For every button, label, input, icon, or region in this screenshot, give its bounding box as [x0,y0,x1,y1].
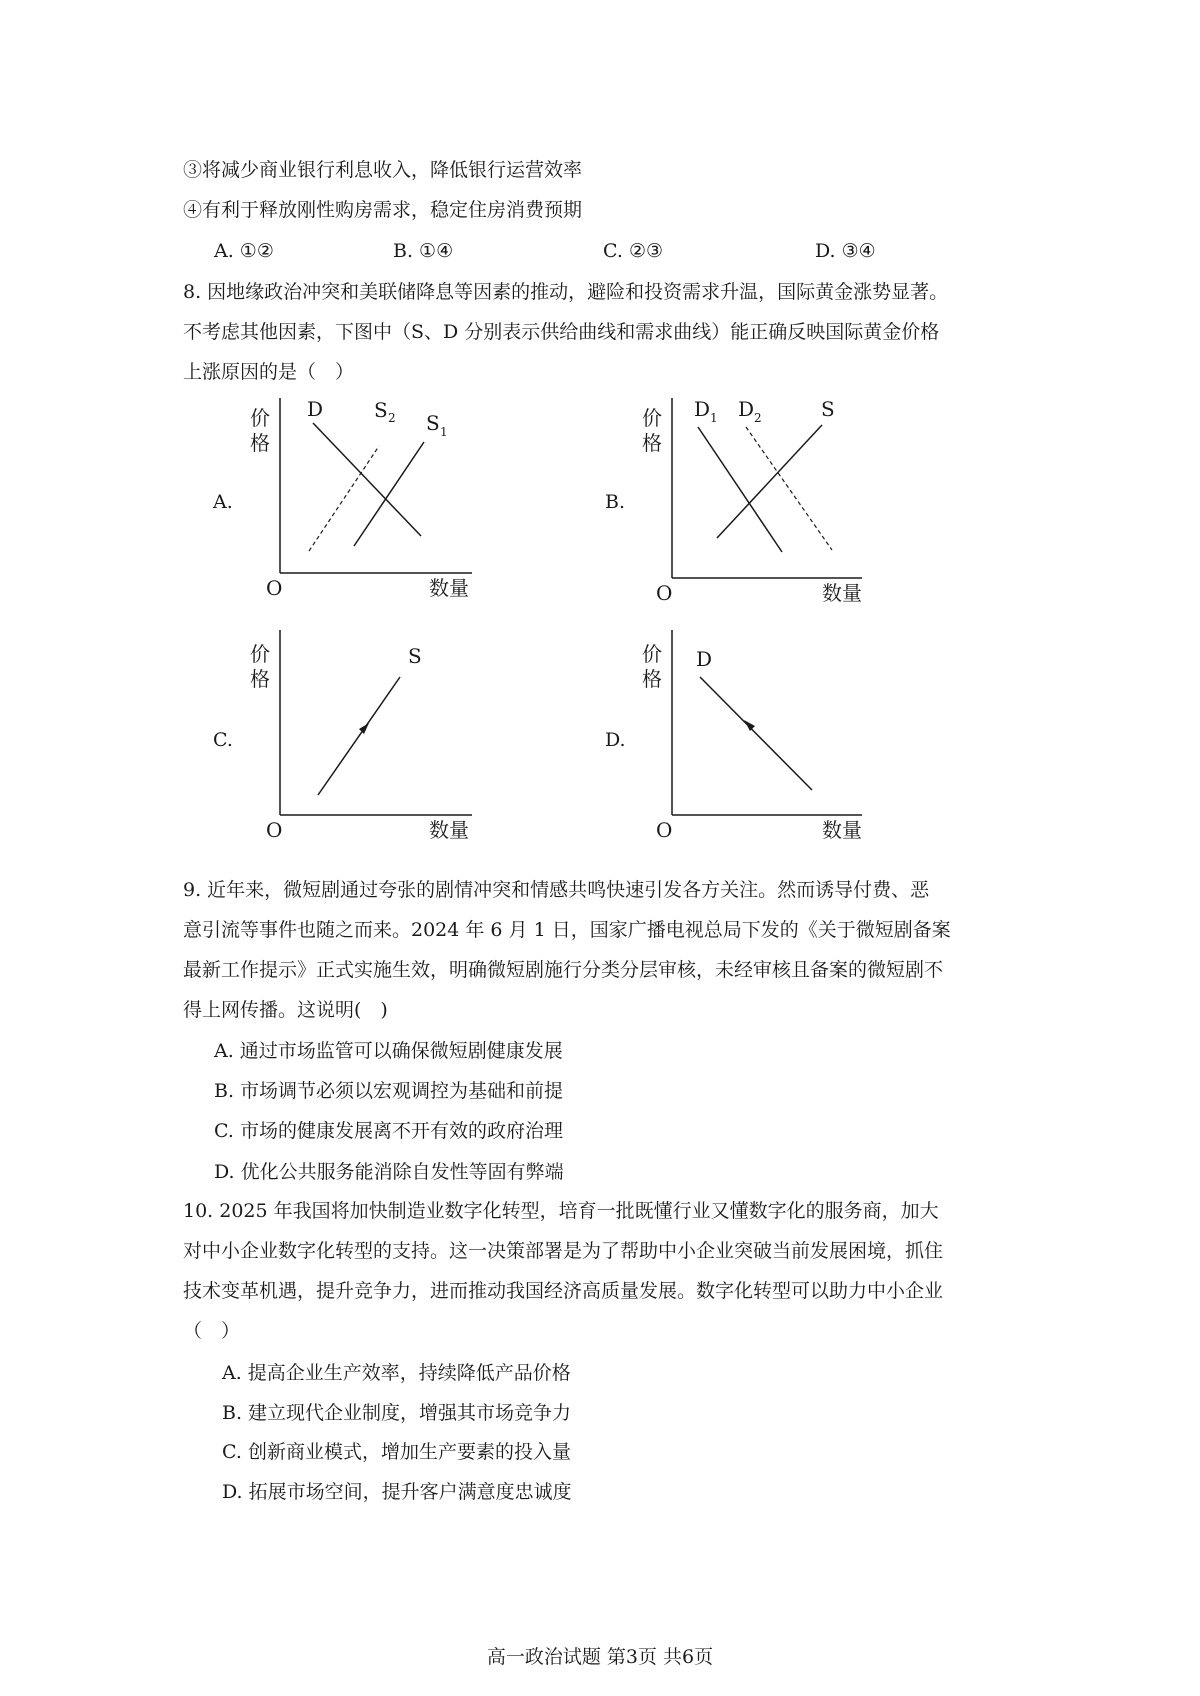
graph-a-demand-curve [313,423,421,536]
q7-option-d: D. ③④ [815,240,876,262]
q8-stem-line-3: 上涨原因的是（ ） [183,361,355,383]
q9-option-a: A. 通过市场监管可以确保微短剧健康发展 [214,1040,563,1062]
graph-b-origin: O [656,581,673,605]
q10-stem-line-2: 对中小企业数字化转型的支持。这一决策部署是为了帮助中小企业突破当前发展困境，抓住 [183,1240,944,1262]
q9-option-d: D. 优化公共服务能消除自发性等固有弊端 [214,1161,564,1183]
graph-d-d-label: D [696,647,713,671]
q8-graph-d [632,625,892,855]
graph-c-price-label-1: 价 [250,642,270,666]
q8-graph-b-option: B. [605,491,626,513]
graph-b-d2-label: D [738,397,755,421]
graph-b-supply-curve [717,425,822,538]
graph-c-supply-curve [318,677,400,795]
q9-stem-line-2: 意引流等事件也随之而来。2024 年 6 月 1 日，国家广播电视总局下发的《关于微短剧备案 [183,919,951,941]
q8-graph-a-option: A. [213,491,233,513]
q9-stem-line-3: 最新工作提示》正式实施生效，明确微短剧施行分类分层审核，未经审核且备案的微短剧不 [183,959,944,981]
q10-option-c: C. 创新商业模式，增加生产要素的投入量 [222,1441,571,1463]
q9-option-c: C. 市场的健康发展离不开有效的政府治理 [214,1120,563,1142]
graph-d-arrow-up-icon [744,720,755,731]
q8-graph-c-option: C. [213,729,233,751]
statement-3: ③将减少商业银行利息收入，降低银行运营效率 [183,159,583,181]
graph-c-origin: O [266,818,283,842]
graph-a-s1-subscript: 1 [440,425,448,439]
graph-d-price-label-2: 格 [642,667,662,691]
q7-option-b: B. ①④ [393,240,454,262]
graph-b-d1-subscript: 1 [710,411,718,425]
graph-a-s2-subscript: 2 [388,411,396,425]
graph-d-quantity-label: 数量 [822,818,862,842]
q10-option-d: D. 拓展市场空间，提升客户满意度忠诚度 [222,1481,572,1503]
q9-stem-line-4: 得上网传播。这说明( ) [183,999,388,1021]
graph-c-price-label-2: 格 [250,667,270,691]
graph-d-origin: O [656,818,673,842]
q8-graph-b [632,390,892,620]
q10-stem-line-4: （ ） [183,1320,241,1342]
graph-b-demand-d2-curve [746,427,832,550]
graph-d-demand-curve [700,677,812,790]
statement-4: ④有利于释放刚性购房需求，稳定住房消费预期 [183,199,583,221]
q9-stem-line-1: 9. 近年来，微短剧通过夸张的剧情冲突和情感共鸣快速引发各方关注。然而诱导付费、恶 [183,879,930,901]
graph-a-s2-label: S [374,398,388,422]
q8-stem-line-1: 8. 因地缘政治冲突和美联储降息等因素的推动，避险和投资需求升温，国际黄金涨势显著。 [183,281,949,303]
graph-b-s-label: S [821,397,835,421]
q10-stem-line-1: 10. 2025 年我国将加快制造业数字化转型，培育一批既懂行业又懂数字化的服务商，加大 [183,1200,939,1222]
graph-c-s-label: S [408,644,422,668]
graph-a-price-label-2: 格 [250,431,270,455]
q8-graph-c [240,625,500,855]
graph-b-d1-label: D [694,397,711,421]
graph-a-supply-s2-curve [309,446,379,551]
q10-option-a: A. 提高企业生产效率，持续降低产品价格 [222,1362,571,1384]
graph-a-s1-label: S [426,411,440,435]
q7-option-a: A. ①② [214,240,274,262]
graph-b-price-label-2: 格 [642,431,662,455]
graph-d-price-label-1: 价 [642,642,662,666]
graph-b-d2-subscript: 2 [754,411,762,425]
graph-b-price-label-1: 价 [642,406,662,430]
q8-graph-d-option: D. [605,729,626,751]
graph-b-quantity-label: 数量 [822,581,862,605]
q10-option-b: B. 建立现代企业制度，增强其市场竞争力 [222,1402,572,1424]
graph-a-quantity-label: 数量 [429,576,469,600]
graph-a-d-label: D [307,397,324,421]
q8-stem-line-2: 不考虑其他因素，下图中（S、D 分别表示供给曲线和需求曲线）能正确反映国际黄金价格 [183,321,940,343]
graph-a-origin: O [266,576,283,600]
graph-c-arrow-up-icon [359,723,369,734]
q8-graph-a [240,390,500,620]
q7-option-c: C. ②③ [603,240,664,262]
page-footer: 高一政治试题 第3页 共6页 [486,1646,714,1668]
q10-stem-line-3: 技术变革机遇，提升竞争力，进而推动我国经济高质量发展。数字化转型可以助力中小企业 [183,1280,944,1302]
graph-a-price-label-1: 价 [250,406,270,430]
graph-b-demand-d1-curve [698,427,782,552]
q9-option-b: B. 市场调节必须以宏观调控为基础和前提 [214,1080,564,1102]
graph-c-quantity-label: 数量 [429,818,469,842]
graph-a-supply-s1-curve [354,442,424,546]
